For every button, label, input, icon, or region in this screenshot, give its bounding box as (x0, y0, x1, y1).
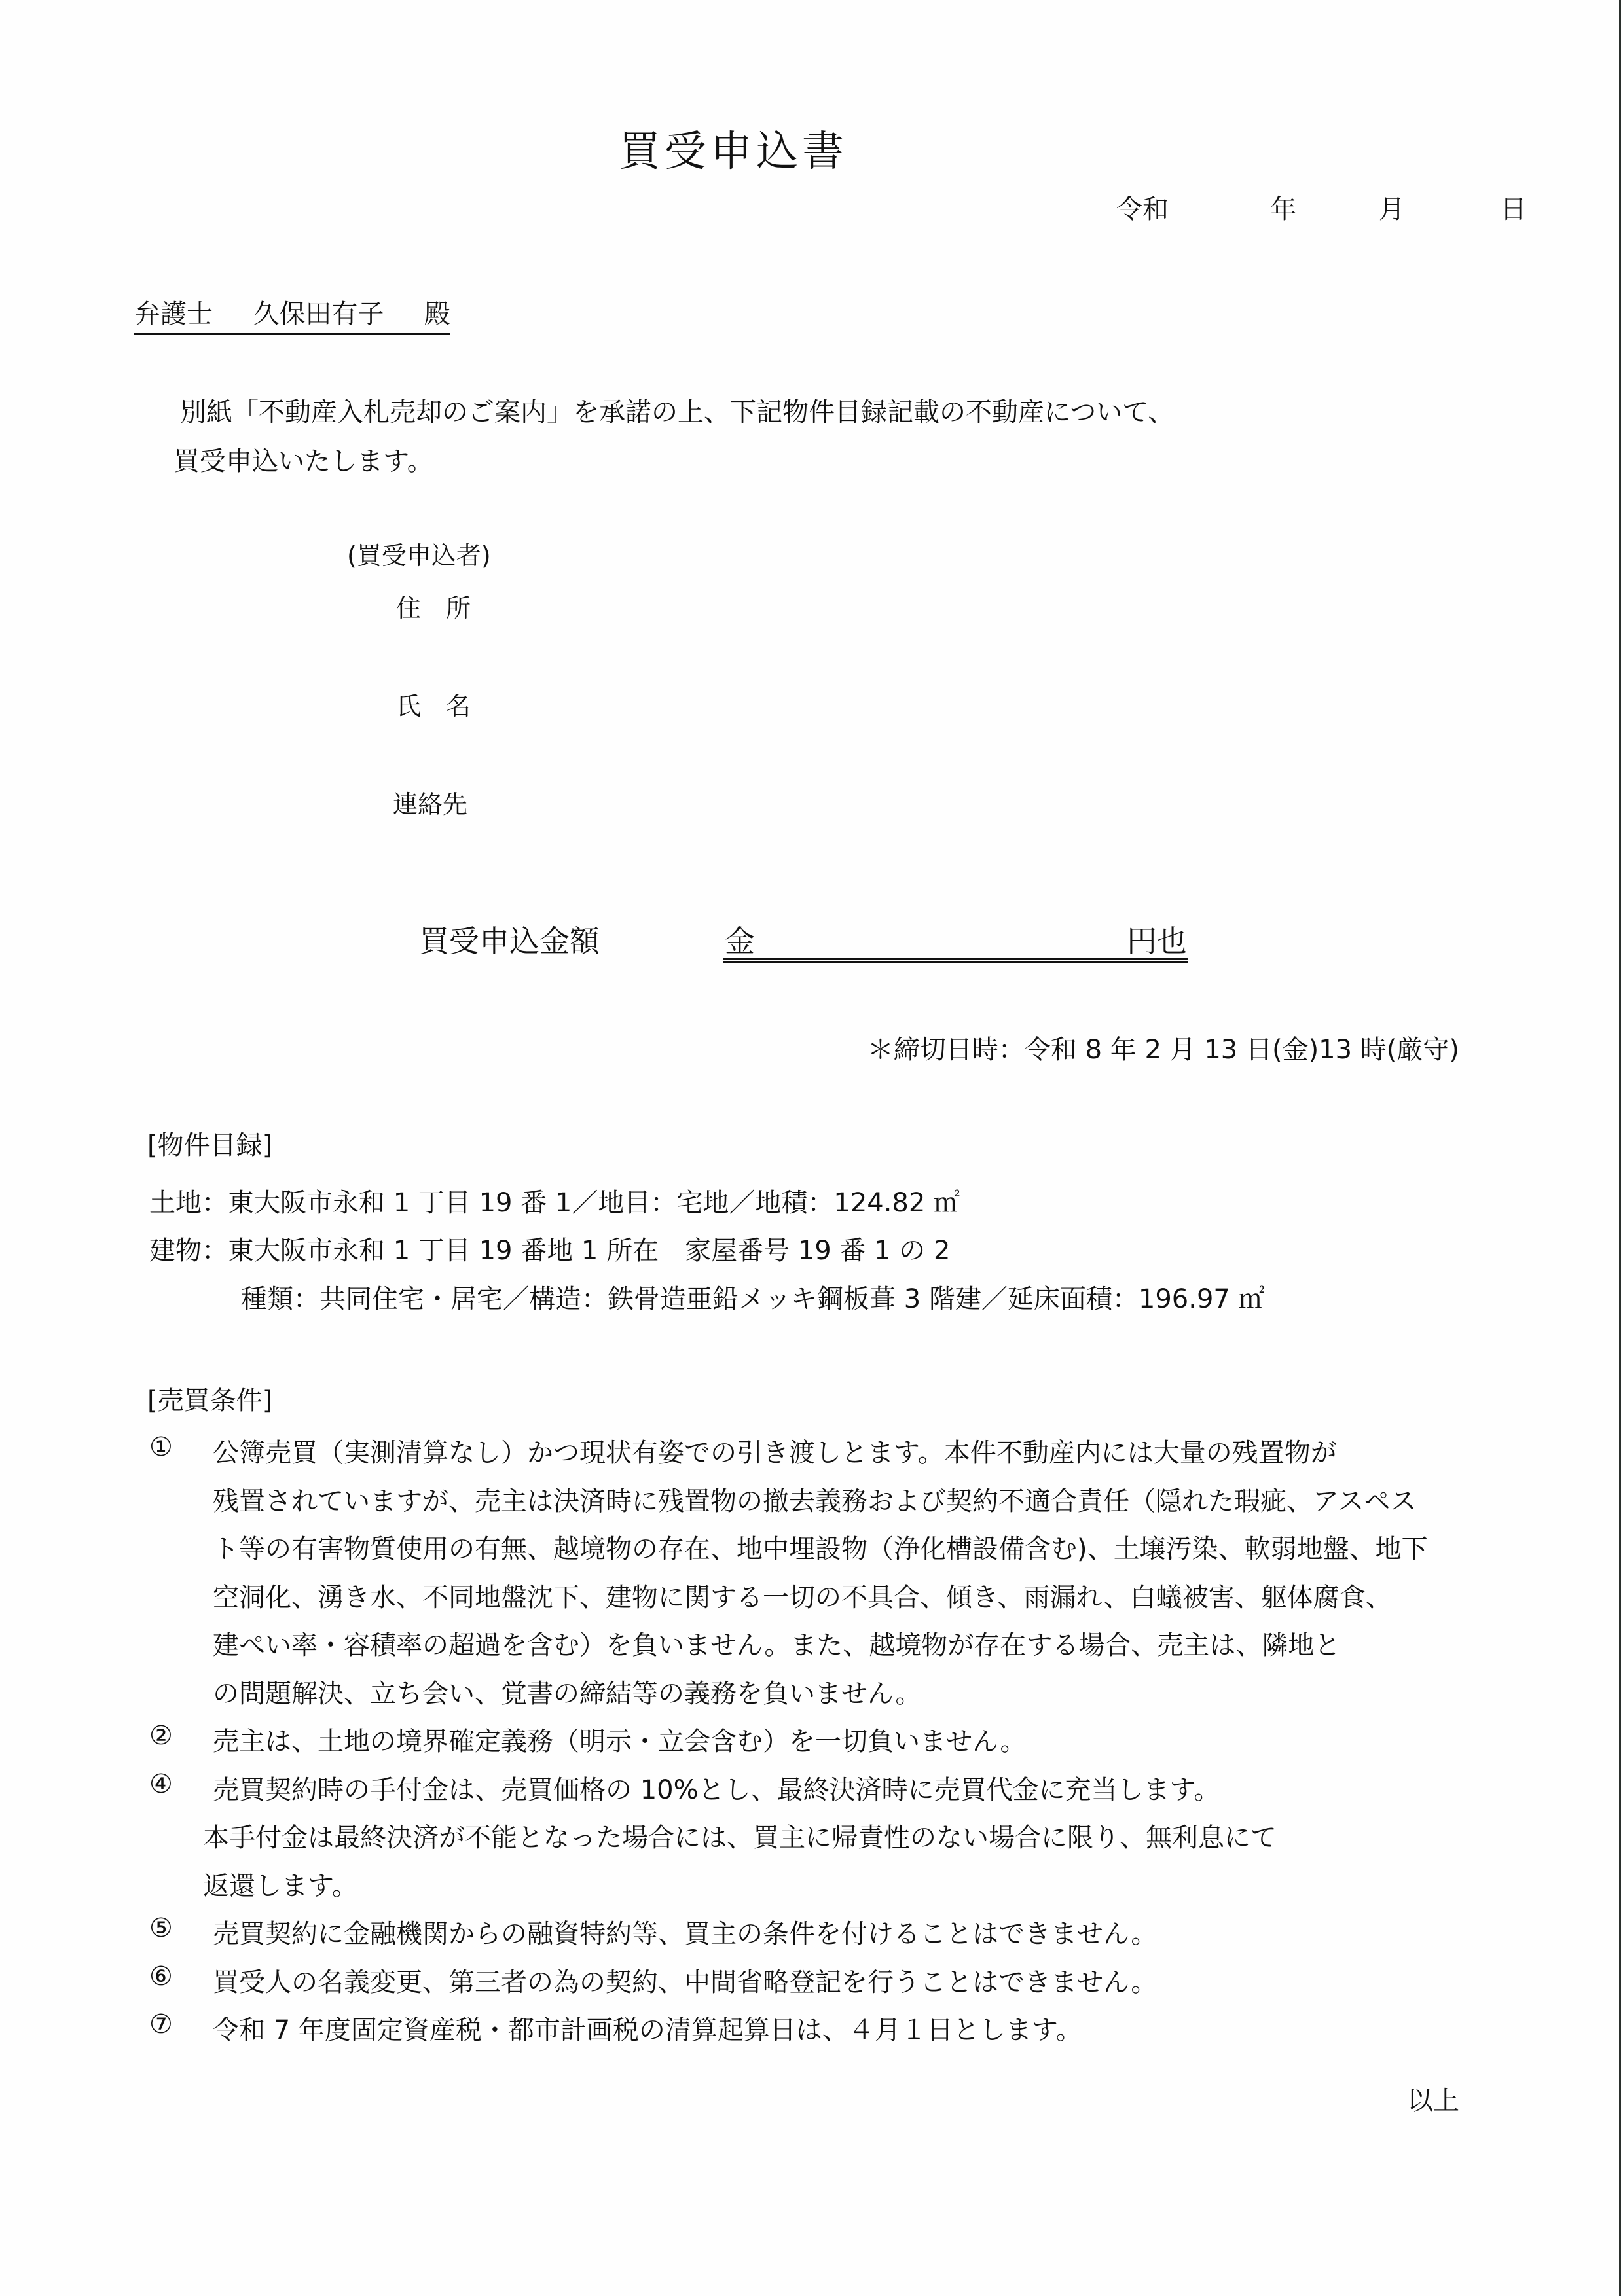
addressee-honorific: 殿 (424, 299, 450, 329)
address-field[interactable] (524, 588, 1440, 620)
property-building-detail: 種類：共同住宅・居宅／構造：鉄骨造亜鉛メッキ鋼板葺 3 階建／延床面積：196.97 ㎡ (241, 1284, 1265, 1314)
condition-line: 売買契約時の手付金は、売買価格の 10%とし、最終決済時に売買代金に充当します。 (213, 1774, 1220, 1805)
condition-line: 売買契約に金融機関からの融資特約等、買主の条件を付けることはできません。 (213, 1919, 1158, 1949)
contact-label: 連絡先 (393, 790, 468, 819)
property-building: 建物：東大阪市永和 1 丁目 19 番地 1 所在 家屋番号 19 番 1 の 2 (149, 1236, 951, 1266)
condition-line: の問題解決、立ち会い、覚書の締結等の義務を負いません。 (213, 1678, 922, 1709)
condition-number: ② (149, 1721, 173, 1751)
condition-line: 令和 7 年度固定資産税・都市計画税の清算起算日は、４月１日とします。 (213, 2015, 1082, 2045)
condition-line: 返還します。 (203, 1871, 358, 1901)
conditions-heading: [売買条件] (147, 1386, 273, 1416)
condition-line: 空洞化、湧き水、不同地盤沈下、建物に関する一切の不具合、傾き、雨漏れ、白蟻被害、躯体腐食、 (213, 1582, 1392, 1613)
scan-edge-line (1619, 0, 1621, 2296)
condition-line: 残置されていますが、売主は決済時に残置物の撤去義務および契約不適合責任（隠れた瑕疵、アスペス (213, 1486, 1417, 1516)
date-line (1116, 188, 1526, 226)
condition-line: 本手付金は最終決済が不能となった場合には、買主に帰責性のない場合に限り、無利息にて (203, 1823, 1277, 1853)
date-era: 令和 (1116, 194, 1169, 224)
address-label: 住 所 (396, 594, 471, 622)
intro-line-2: 買受申込いたします。 (173, 446, 433, 476)
condition-line: 建ぺい率・容積率の超過を含む）を負いません。また、越境物が存在する場合、売主は、隣地と (213, 1630, 1341, 1660)
condition-number: ④ (149, 1768, 173, 1799)
condition-number: ⑤ (149, 1913, 173, 1943)
addressee (134, 293, 450, 335)
condition-line: 公簿売買（実測清算なし）かつ現状有姿での引き渡しとます。本件不動産内には大量の残置物が (213, 1438, 1337, 1468)
condition-line: ト等の有害物質使用の有無、越境物の存在、地中埋設物（浄化槽設備含む)、土壌汚染、軟弱地盤、地下 (213, 1534, 1428, 1564)
addressee-title: 弁護士 (134, 299, 213, 329)
property-land: 土地：東大阪市永和 1 丁目 19 番 1／地目：宅地／地積：124.82 ㎡ (149, 1188, 960, 1218)
condition-number: ① (149, 1432, 173, 1462)
contact-field[interactable] (524, 784, 1440, 817)
amount-suffix: 円也 (1127, 924, 1187, 959)
name-label: 氏 名 (396, 692, 471, 721)
condition-line: 売主は、土地の境界確定義務（明示・立会含む）を一切負いません。 (213, 1727, 1027, 1757)
name-field[interactable] (524, 686, 1440, 719)
amount-label: 買受申込金額 (419, 924, 600, 959)
condition-line: 買受人の名義変更、第三者の為の契約、中間省略登記を行うことはできません。 (213, 1967, 1158, 1998)
document-title: 買受申込書 (619, 128, 848, 176)
date-day-label: 日 (1500, 194, 1527, 224)
amount-prefix: 金 (725, 924, 755, 959)
property-list-heading: [物件目録] (147, 1130, 273, 1160)
amount-field[interactable] (723, 918, 1188, 963)
date-year-label: 年 (1270, 194, 1297, 224)
intro-line-1: 別紙「不動産入札売却のご案内」を承諾の上、下記物件目録記載の不動産について、 (180, 397, 1175, 427)
closing-mark: 以上 (1407, 2086, 1459, 2116)
addressee-name: 久保田有子 (253, 299, 384, 329)
condition-number: ⑥ (149, 1961, 173, 1992)
applicant-heading: (買受申込者) (347, 541, 491, 570)
deadline-note: ＊締切日時：令和 8 年 2 月 13 日(金)13 時(厳守) (867, 1035, 1459, 1065)
date-month-label: 月 (1378, 194, 1405, 224)
condition-number: ⑦ (149, 2009, 173, 2039)
